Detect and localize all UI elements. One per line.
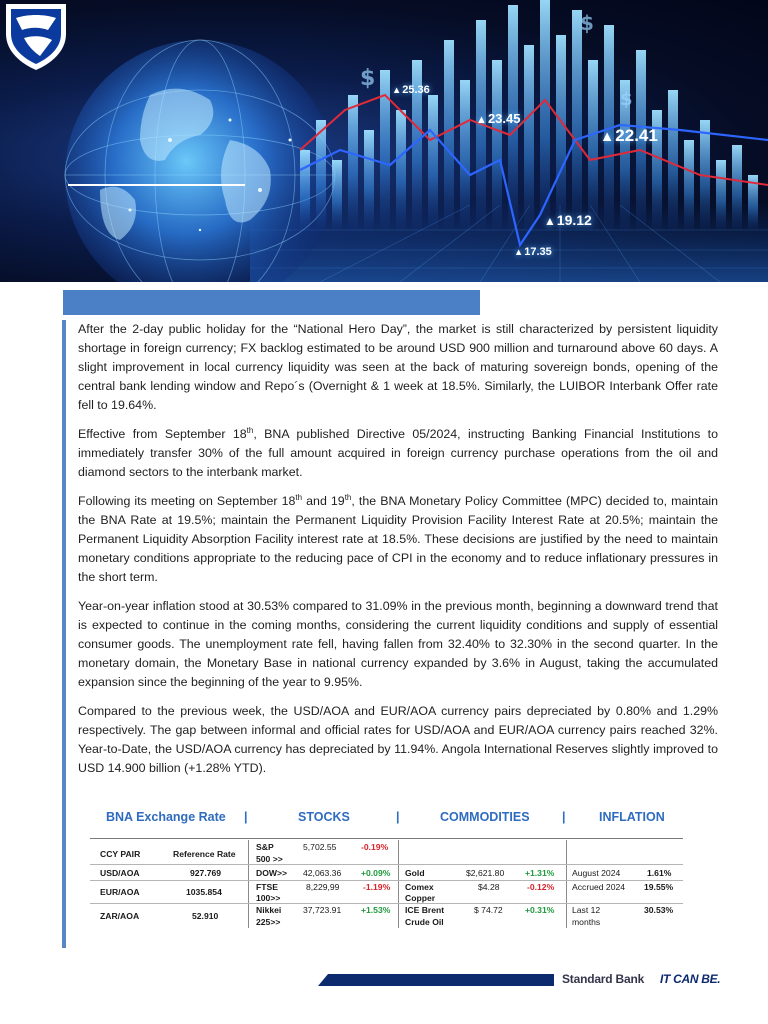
commodity-name: Gold [405, 868, 425, 878]
market-table-header [78, 806, 688, 828]
banner-value-label: ▲23.45 [476, 111, 521, 126]
svg-text:$: $ [620, 89, 633, 110]
commentary-text [78, 320, 718, 788]
stock-name: 100>> [256, 893, 281, 903]
header-inflation: INFLATION [599, 810, 665, 824]
stock-name: 500 >> [256, 854, 283, 864]
banner-value-label: ▲19.12 [544, 212, 592, 228]
footer-bank-name: Standard Bank [562, 972, 645, 986]
fx-pair: USD/AOA [100, 868, 140, 878]
commodity-change: +1.31% [525, 868, 555, 878]
inflation-value: 1.61% [647, 868, 672, 878]
standard-bank-logo [0, 0, 72, 72]
inflation-label: Last 12 [572, 905, 601, 915]
stock-value: 42,063.36 [303, 868, 342, 878]
stock-change: +1.53% [361, 905, 391, 915]
paragraph: Effective from September 18th, BNA published Directive 05/2024, instructing Banking Financial Institutions to immediately transfer 30% of the full amount acquired in foreign currency purchase operations from the oil and diamond sectors to the interbank market. [78, 425, 718, 479]
header-bna-exchange-rate: BNA Exchange Rate [106, 810, 226, 824]
commodity-name: ICE Brent [405, 905, 445, 915]
section-title-bar [63, 290, 480, 315]
fx-rate: 52.910 [192, 911, 219, 921]
header-separator: | [244, 810, 248, 824]
column-divider [248, 840, 249, 928]
stock-value: 37,723.91 [303, 905, 342, 915]
row-rule [248, 864, 683, 865]
commodity-value: $4.28 [478, 882, 500, 892]
inflation-label: August 2024 [572, 868, 621, 878]
stock-name: 225>> [256, 917, 281, 927]
header-stocks: STOCKS [298, 810, 350, 824]
row-rule [90, 864, 248, 865]
paragraph: After the 2-day public holiday for the “National Hero Day”, the market is still characterized by persistent liquidity shortage in foreign currency; FX backlog estimated to be around USD 900 million and turnaround above 60 days. A slight improvement in local currency liquidity was seen at the back of maturing sovereign bonds, opening of the central bank lending window and Repo´s (Overnight & 1 week at 18.5%. Similarly, the LUIBOR Interbank Offer rate fell to 19.64%. [78, 322, 718, 412]
banner-value-label: ▲25.36 [392, 84, 430, 96]
column-divider [398, 840, 399, 928]
banner-value-label: ▲17.35 [514, 246, 552, 258]
stock-change: -0.19% [361, 842, 389, 852]
svg-text:$: $ [580, 11, 594, 35]
paragraph: Compared to the previous week, the USD/AOA and EUR/AOA currency pairs depreciated by 0.80% and 1.29% respectively. The gap between informal and official rates for USD/AOA and EUR/AOA currency pairs reached 32%. Year-to-Date, the USD/AOA currency has depreciated by 11.94%. Angola International Reserves slightly improved to USD 14.900 billion (+1.28% YTD). [78, 704, 718, 775]
footer-accent-bar [318, 974, 554, 986]
commodity-value: $ 74.72 [474, 905, 503, 915]
commodity-change: -0.12% [527, 882, 555, 892]
stock-name: S&P [256, 842, 274, 852]
fx-col-rate: Reference Rate [173, 849, 236, 859]
inflation-label: months [572, 917, 601, 927]
inflation-value: 30.53% [644, 905, 674, 915]
inflation-value: 19.55% [644, 882, 674, 892]
svg-text:$: $ [360, 66, 376, 91]
paragraph: Year-on-year inflation stood at 30.53% compared to 31.09% in the previous month, beginning a downward trend that is expected to continue in the coming months, considering the current liquidity conditions and supply of essential consumer goods. The unemployment rate fell, having fallen from 32.40% to 32.30% in the second quarter. In the monetary domain, the Monetary Base in national currency expanded by 3.6% in August, taking the accumulated expansion since the beginning of the year to 9.95%. [78, 599, 718, 689]
stock-value: 8,229,99 [306, 882, 340, 892]
commodity-value: $2,621.80 [466, 868, 505, 878]
footer-slogan: IT CAN BE. [660, 972, 721, 986]
fx-col-pair: CCY PAIR [100, 849, 141, 859]
fx-rate: 927.769 [190, 868, 222, 878]
stock-name: Nikkei [256, 905, 282, 915]
stock-change: -1.19% [363, 882, 391, 892]
header-separator: | [396, 810, 400, 824]
header-separator: | [562, 810, 566, 824]
header-banner [0, 0, 768, 282]
header-commodities: COMMODITIES [440, 810, 530, 824]
commodity-name: Comex [405, 882, 434, 892]
fx-pair: ZAR/AOA [100, 911, 140, 921]
commodity-change: +0.31% [525, 905, 555, 915]
left-accent-rule [62, 320, 66, 948]
stock-name: FTSE [256, 882, 278, 892]
stock-name: DOW>> [256, 868, 288, 878]
inflation-label: Accrued 2024 [572, 882, 626, 892]
stock-change: +0.09% [361, 868, 391, 878]
stock-value: 5,702.55 [303, 842, 337, 852]
banner-value-label: ▲22.41 [600, 126, 658, 145]
row-rule [90, 880, 683, 881]
paragraph: Following its meeting on September 18th and 19th, the BNA Monetary Policy Committee (MPC) decided to, maintain the BNA Rate at 19.5%; maintain the Permanent Liquidity Provision Facility Interest Rate at 20.5%; maintain the Permanent Liquidity Absorption Facility interest rate at 18.5%. These decisions are justified by the need to maintain monetary conditions appropriate to the reducing pace of CPI in the economy and to reduce inflationary pressures in the short term. [78, 492, 718, 584]
row-rule [90, 903, 683, 904]
market-table-top-rule [90, 838, 683, 839]
fx-rate: 1035.854 [186, 887, 222, 897]
commodity-name: Copper [405, 893, 436, 903]
column-divider [566, 840, 567, 928]
fx-pair: EUR/AOA [100, 887, 140, 897]
commodity-name: Crude Oil [405, 917, 444, 927]
